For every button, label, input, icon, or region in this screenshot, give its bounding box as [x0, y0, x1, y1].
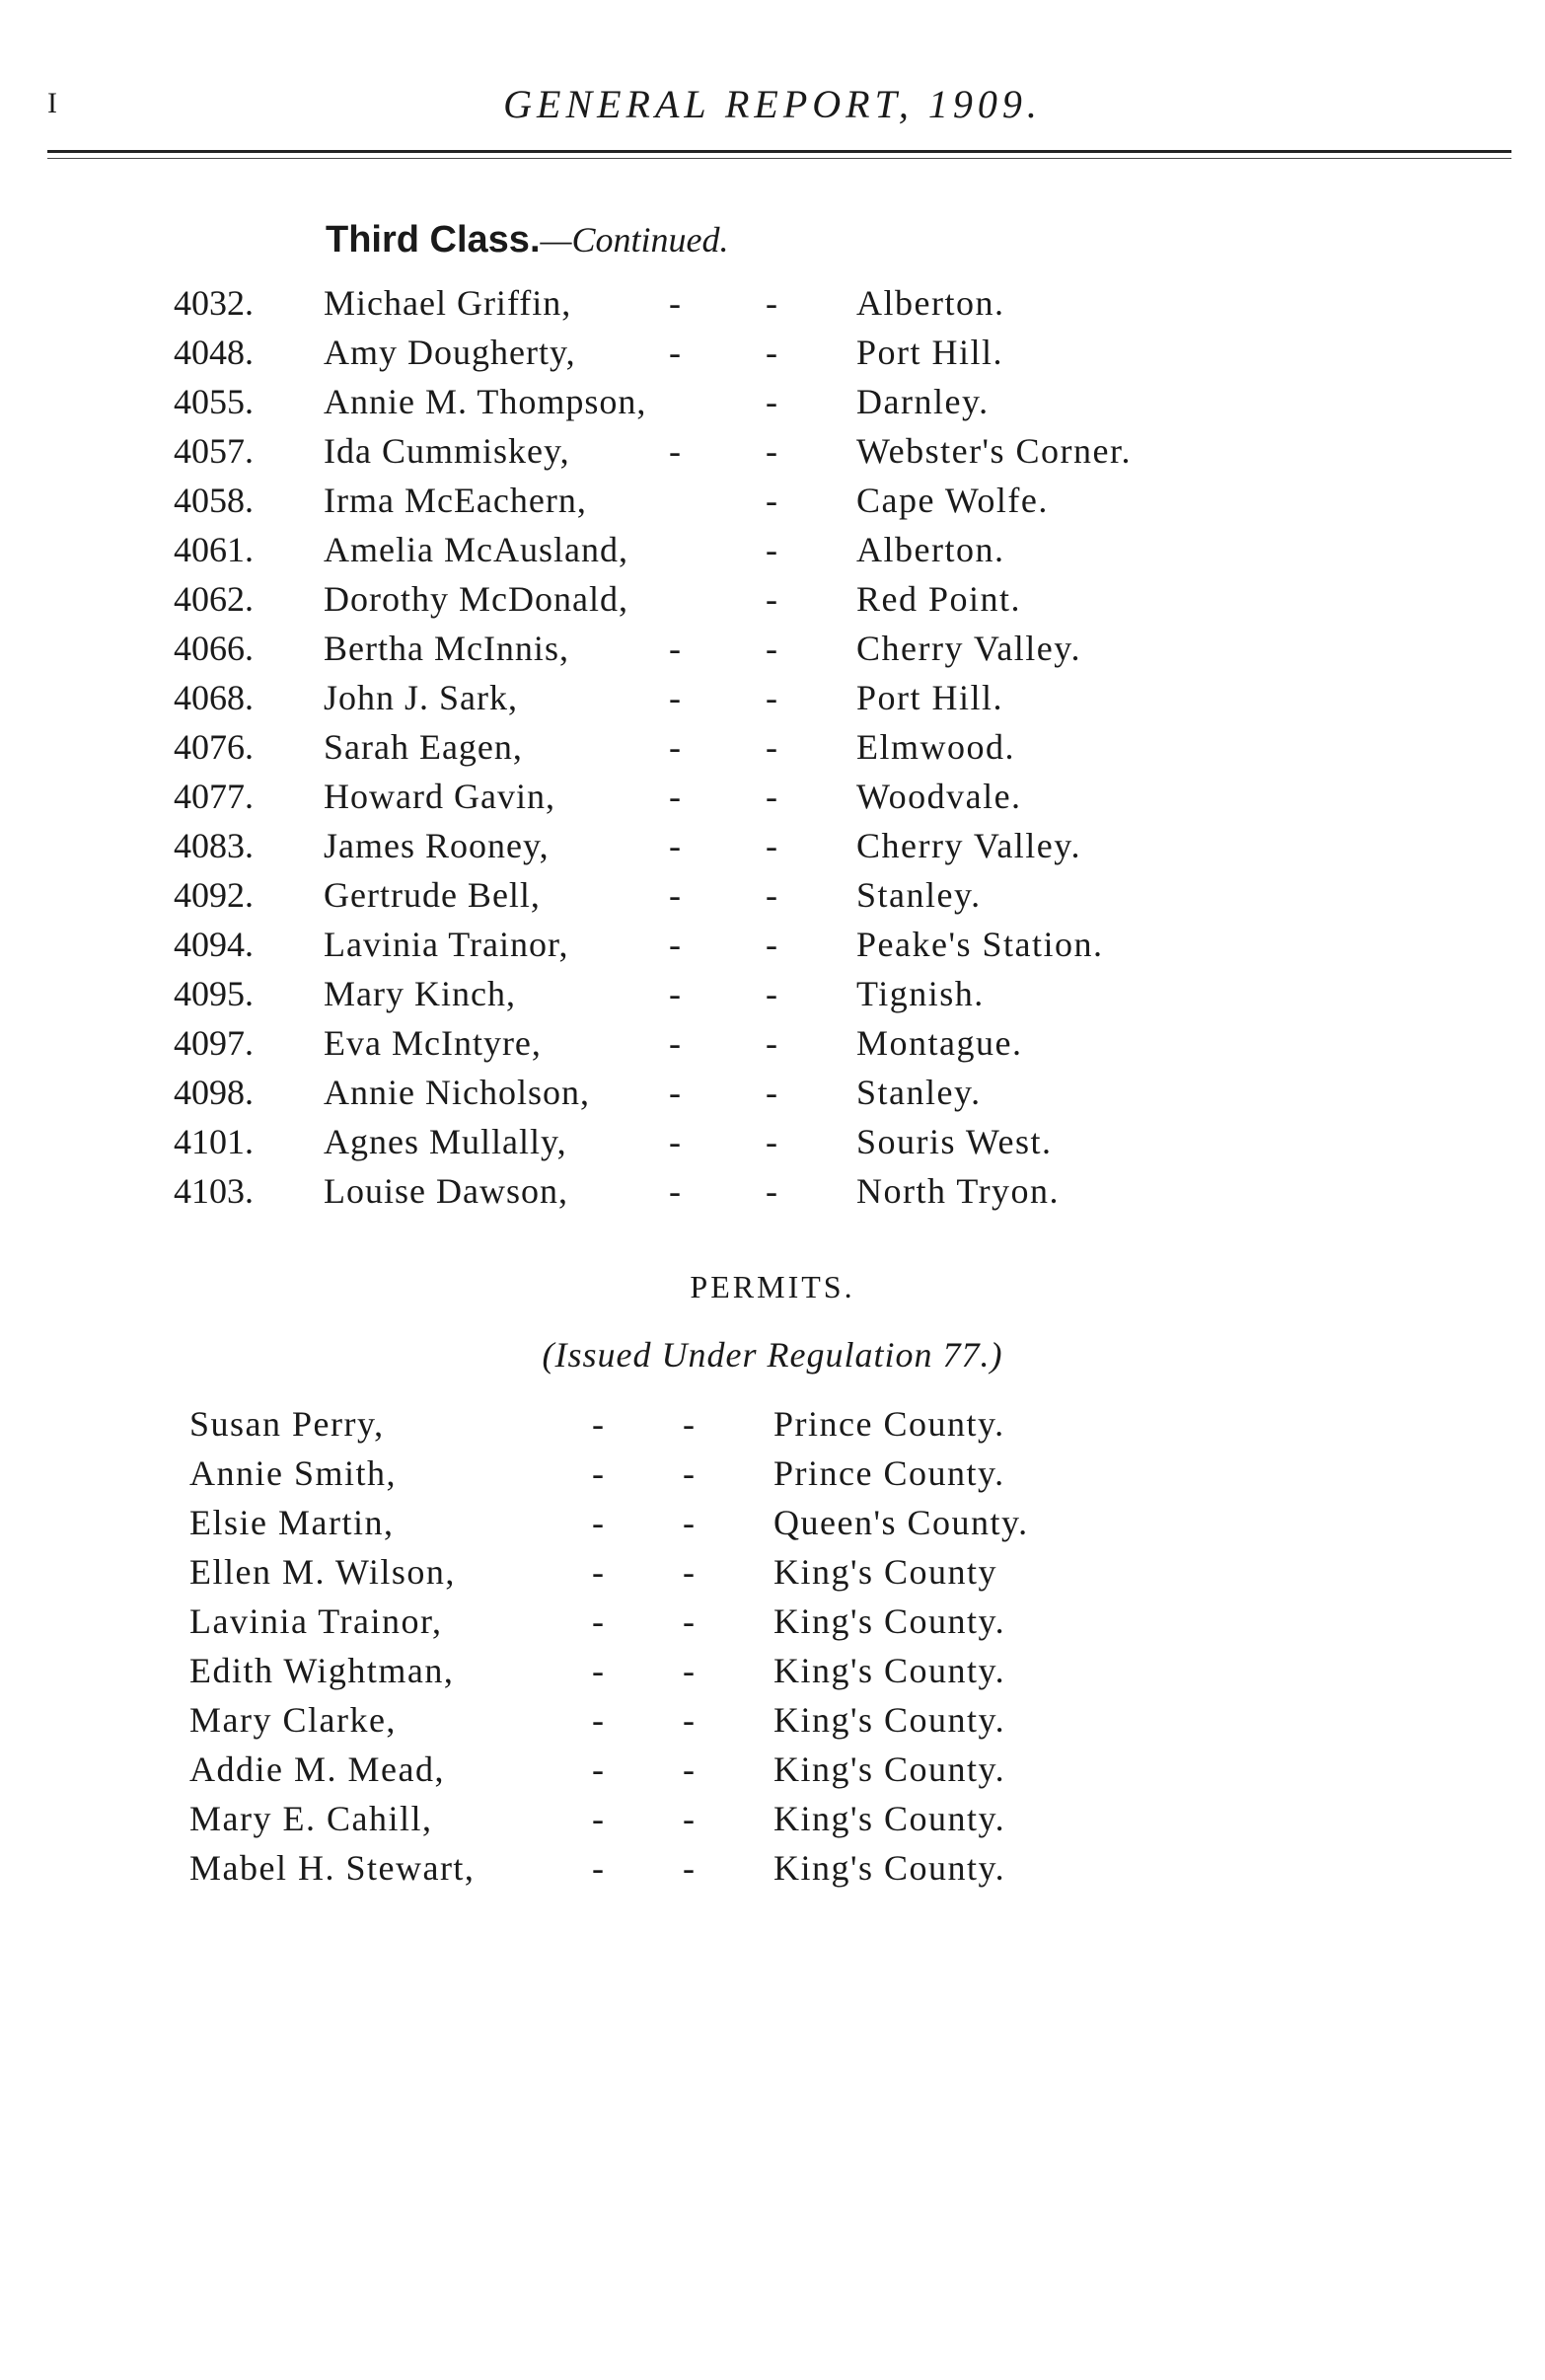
- leader-dash: -: [683, 1651, 695, 1690]
- entry-number: 4062.: [174, 579, 254, 619]
- list-item: [0, 1745, 1545, 1794]
- permits-subtitle: (Issued Under Regulation 77.): [542, 1335, 1003, 1375]
- entry-place: Webster's Corner.: [856, 431, 1133, 471]
- entry-number: 4076.: [174, 727, 254, 767]
- entry-name: James Rooney,: [324, 826, 550, 865]
- permit-name: Annie Smith,: [189, 1453, 398, 1493]
- leader-dash: -: [766, 1171, 777, 1211]
- leader-dash: -: [669, 727, 681, 767]
- leader-dash: -: [669, 1122, 681, 1161]
- leader-dash: -: [669, 925, 681, 964]
- permit-place: King's County.: [773, 1749, 1006, 1789]
- permit-place: King's County.: [773, 1700, 1006, 1740]
- permit-name: Mary E. Cahill,: [189, 1799, 433, 1838]
- entry-name: Gertrude Bell,: [324, 875, 541, 915]
- entry-name: Dorothy McDonald,: [324, 579, 628, 619]
- running-head: GENERAL REPORT, 1909.: [503, 82, 1042, 126]
- entry-number: 4101.: [174, 1122, 254, 1161]
- permit-name: Mary Clarke,: [189, 1700, 397, 1740]
- leader-dash: -: [766, 1023, 777, 1063]
- leader-dash: -: [669, 1171, 681, 1211]
- list-item: [0, 1695, 1545, 1745]
- list-item: [0, 1597, 1545, 1646]
- permit-place: King's County: [773, 1552, 998, 1592]
- leader-dash: -: [766, 431, 777, 471]
- leader-dash: -: [766, 777, 777, 816]
- list-item: [0, 278, 1545, 328]
- section-heading-continued: —Continued.: [540, 220, 729, 260]
- leader-dash: -: [683, 1404, 695, 1444]
- entry-number: 4066.: [174, 629, 254, 668]
- entry-number: 4103.: [174, 1171, 254, 1211]
- leader-dash: -: [766, 826, 777, 865]
- entry-place: Cherry Valley.: [856, 629, 1081, 668]
- entry-number: 4061.: [174, 530, 254, 569]
- list-item: [0, 772, 1545, 821]
- entry-number: 4083.: [174, 826, 254, 865]
- entry-name: Annie M. Thompson,: [324, 382, 647, 421]
- entry-number: 4032.: [174, 283, 254, 323]
- leader-dash: -: [766, 727, 777, 767]
- leader-dash: -: [669, 974, 681, 1013]
- list-item: [0, 525, 1545, 574]
- leader-dash: -: [669, 629, 681, 668]
- permit-place: Queen's County.: [773, 1503, 1029, 1542]
- permit-place: King's County.: [773, 1848, 1006, 1888]
- list-item: [0, 1843, 1545, 1893]
- leader-dash: -: [766, 1122, 777, 1161]
- leader-dash: -: [766, 925, 777, 964]
- entry-number: 4095.: [174, 974, 254, 1013]
- leader-dash: -: [592, 1552, 604, 1592]
- section-heading: [326, 219, 729, 261]
- entry-place: Alberton.: [856, 530, 1005, 569]
- permit-place: Prince County.: [773, 1453, 1005, 1493]
- permit-place: King's County.: [773, 1799, 1006, 1838]
- entry-place: Stanley.: [856, 875, 982, 915]
- entry-number: 4098.: [174, 1073, 254, 1112]
- entry-name: Eva McIntyre,: [324, 1023, 542, 1063]
- entry-number: 4068.: [174, 678, 254, 717]
- list-item: [0, 1018, 1545, 1068]
- entry-name: Annie Nicholson,: [324, 1073, 590, 1112]
- leader-dash: -: [669, 1023, 681, 1063]
- leader-dash: -: [766, 629, 777, 668]
- leader-dash: -: [766, 579, 777, 619]
- leader-dash: -: [669, 678, 681, 717]
- leader-dash: -: [592, 1651, 604, 1690]
- leader-dash: -: [766, 678, 777, 717]
- list-item: [0, 574, 1545, 624]
- entry-place: Elmwood.: [856, 727, 1015, 767]
- leader-dash: -: [669, 333, 681, 372]
- entry-name: Louise Dawson,: [324, 1171, 568, 1211]
- entry-place: Woodvale.: [856, 777, 1022, 816]
- list-item: [0, 328, 1545, 377]
- leader-dash: -: [669, 875, 681, 915]
- entry-number: 4057.: [174, 431, 254, 471]
- entry-place: Peake's Station.: [856, 925, 1104, 964]
- permit-name: Lavinia Trainor,: [189, 1601, 443, 1641]
- leader-dash: -: [683, 1552, 695, 1592]
- leader-dash: -: [683, 1749, 695, 1789]
- leader-dash: -: [766, 974, 777, 1013]
- leader-dash: -: [766, 283, 777, 323]
- list-item: [0, 1794, 1545, 1843]
- permit-place: King's County.: [773, 1601, 1006, 1641]
- list-item: [0, 1166, 1545, 1216]
- list-item: [0, 476, 1545, 525]
- entry-place: Tignish.: [856, 974, 985, 1013]
- entry-name: Mary Kinch,: [324, 974, 516, 1013]
- leader-dash: -: [683, 1799, 695, 1838]
- leader-dash: -: [669, 1073, 681, 1112]
- entry-place: Darnley.: [856, 382, 990, 421]
- permit-name: Edith Wightman,: [189, 1651, 455, 1690]
- list-item: [0, 1399, 1545, 1449]
- leader-dash: -: [683, 1848, 695, 1888]
- entry-place: Stanley.: [856, 1073, 982, 1112]
- leader-dash: -: [683, 1700, 695, 1740]
- entry-place: Port Hill.: [856, 333, 1004, 372]
- entry-name: Ida Cummiskey,: [324, 431, 570, 471]
- entry-number: 4058.: [174, 481, 254, 520]
- entry-number: 4097.: [174, 1023, 254, 1063]
- leader-dash: -: [592, 1453, 604, 1493]
- list-item: [0, 722, 1545, 772]
- permit-name: Ellen M. Wilson,: [189, 1552, 456, 1592]
- leader-dash: -: [592, 1749, 604, 1789]
- leader-dash: -: [592, 1503, 604, 1542]
- leader-dash: -: [669, 777, 681, 816]
- leader-dash: -: [766, 530, 777, 569]
- permit-name: Mabel H. Stewart,: [189, 1848, 476, 1888]
- entry-name: John J. Sark,: [324, 678, 519, 717]
- list-item: [0, 920, 1545, 969]
- permit-place: King's County.: [773, 1651, 1006, 1690]
- leader-dash: -: [669, 431, 681, 471]
- leader-dash: -: [683, 1601, 695, 1641]
- entry-name: Irma McEachern,: [324, 481, 587, 520]
- header-rule-thin: [47, 158, 1511, 159]
- permit-name: Addie M. Mead,: [189, 1749, 445, 1789]
- entry-place: Alberton.: [856, 283, 1005, 323]
- leader-dash: -: [592, 1601, 604, 1641]
- entry-place: Souris West.: [856, 1122, 1053, 1161]
- entry-name: Bertha McInnis,: [324, 629, 569, 668]
- list-item: [0, 1068, 1545, 1117]
- leader-dash: -: [766, 333, 777, 372]
- leader-dash: -: [766, 875, 777, 915]
- entry-number: 4094.: [174, 925, 254, 964]
- list-item: [0, 624, 1545, 673]
- list-item: [0, 377, 1545, 426]
- list-item: [0, 969, 1545, 1018]
- list-item: [0, 1547, 1545, 1597]
- leader-dash: -: [766, 382, 777, 421]
- list-item: [0, 1498, 1545, 1547]
- permit-name: Elsie Martin,: [189, 1503, 395, 1542]
- header-rule: [47, 150, 1511, 153]
- list-item: [0, 1449, 1545, 1498]
- leader-dash: -: [669, 283, 681, 323]
- entry-name: Michael Griffin,: [324, 283, 572, 323]
- page-marker: I: [47, 87, 57, 119]
- permit-place: Prince County.: [773, 1404, 1005, 1444]
- leader-dash: -: [683, 1503, 695, 1542]
- leader-dash: -: [592, 1404, 604, 1444]
- list-item: [0, 1117, 1545, 1166]
- leader-dash: -: [669, 826, 681, 865]
- list-item: [0, 870, 1545, 920]
- entry-place: Red Point.: [856, 579, 1022, 619]
- leader-dash: -: [683, 1453, 695, 1493]
- section-heading-text: Third Class.: [326, 219, 541, 260]
- entry-name: Amelia McAusland,: [324, 530, 628, 569]
- entry-place: Cherry Valley.: [856, 826, 1081, 865]
- list-item: [0, 1646, 1545, 1695]
- list-item: [0, 426, 1545, 476]
- entry-place: Port Hill.: [856, 678, 1004, 717]
- entry-number: 4077.: [174, 777, 254, 816]
- leader-dash: -: [592, 1848, 604, 1888]
- entry-name: Agnes Mullally,: [324, 1122, 567, 1161]
- leader-dash: -: [766, 481, 777, 520]
- entry-name: Lavinia Trainor,: [324, 925, 569, 964]
- permits-title: PERMITS.: [690, 1269, 855, 1304]
- permit-name: Susan Perry,: [189, 1404, 385, 1444]
- list-item: [0, 673, 1545, 722]
- entry-number: 4055.: [174, 382, 254, 421]
- leader-dash: -: [766, 1073, 777, 1112]
- leader-dash: -: [592, 1700, 604, 1740]
- entry-name: Amy Dougherty,: [324, 333, 576, 372]
- entry-place: North Tryon.: [856, 1171, 1061, 1211]
- list-item: [0, 821, 1545, 870]
- leader-dash: -: [592, 1799, 604, 1838]
- entry-name: Howard Gavin,: [324, 777, 555, 816]
- entry-name: Sarah Eagen,: [324, 727, 523, 767]
- entry-place: Montague.: [856, 1023, 1023, 1063]
- entry-number: 4092.: [174, 875, 254, 915]
- entry-place: Cape Wolfe.: [856, 481, 1049, 520]
- entry-number: 4048.: [174, 333, 254, 372]
